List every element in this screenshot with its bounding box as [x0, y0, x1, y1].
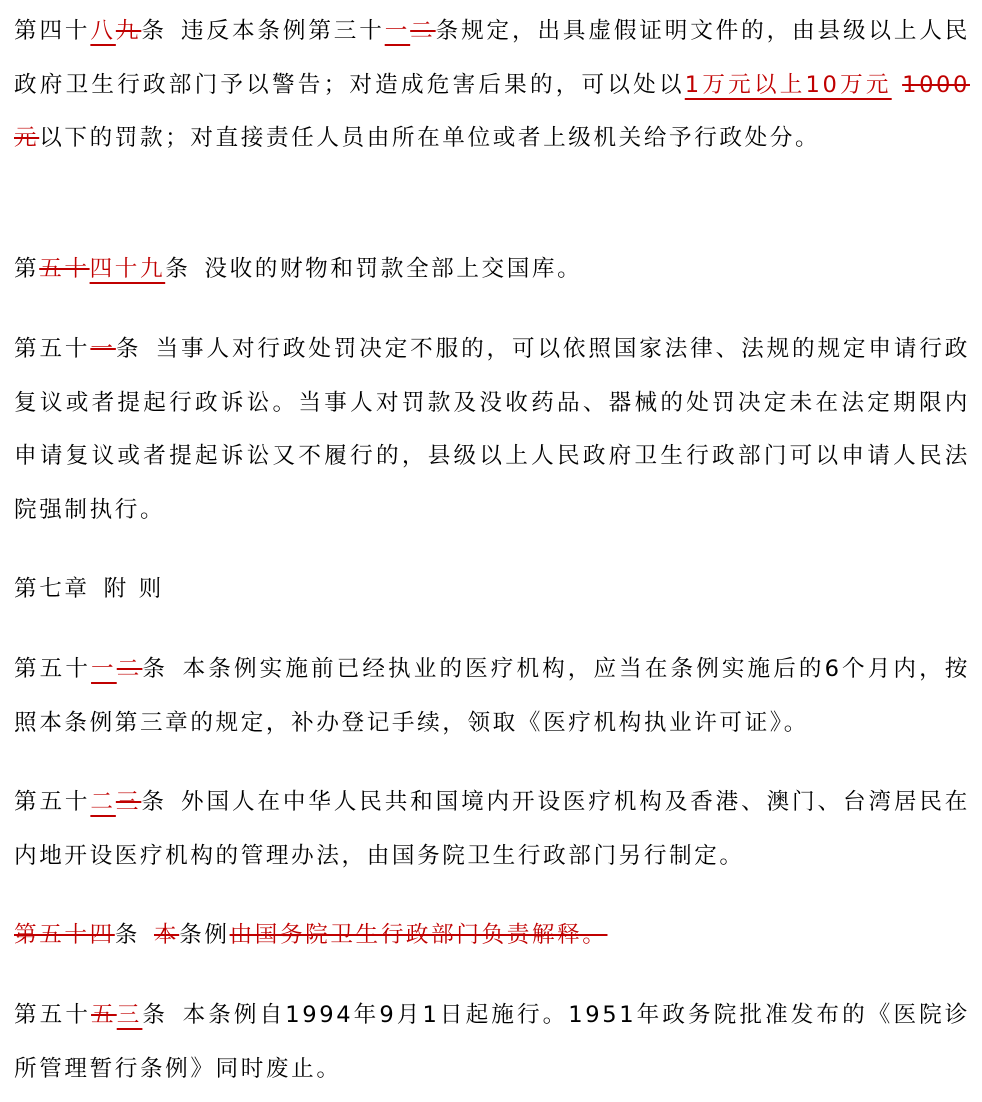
article-48-body-a: 违反本条例第三十 [180, 18, 385, 44]
inserted-number: 八 [90, 18, 116, 44]
article-suffix: 条 [141, 789, 167, 815]
deleted-number: 三 [115, 789, 142, 815]
deleted-word: 本 [153, 922, 180, 948]
article-49-prefix: 第 [14, 256, 40, 282]
article-48-body-c: 以下的罚款；对直接责任人员由所在单位或者上级机关给予行政处分。 [39, 125, 821, 151]
article-suffix: 条 [114, 922, 140, 948]
article-53 [14, 989, 970, 1096]
deleted-number: 九 [115, 18, 142, 44]
article-48-prefix: 第四十 [14, 18, 91, 44]
article-48-body-b: 条规定，出具虚假证明文件的，由县级以上人民政府卫生行政部门予以警告；对造成危害后果的，可以处以 [14, 18, 970, 98]
deleted-fine: 1000元 [14, 71, 970, 151]
deleted-reference: 二 [410, 18, 436, 44]
deleted-number: 一 [90, 336, 116, 362]
article-53-prefix: 第五十 [14, 1002, 92, 1028]
article-52 [14, 776, 970, 883]
article-51 [14, 643, 970, 750]
article-52-body: 外国人在中华人民共和国境内开设医疗机构及香港、澳门、台湾居民在内地开设医疗机构的管理办法，由国务院卫生行政部门另行制定。 [14, 789, 970, 869]
deleted-number: 五 [91, 1002, 117, 1028]
inserted-reference: 一 [384, 18, 411, 44]
inserted-fine: 1万元以上10万元 [684, 71, 892, 98]
article-suffix: 条 [142, 1002, 169, 1028]
article-54-tiaoli: 条例 [179, 922, 230, 948]
deleted-heading: 第五十四 [14, 922, 115, 948]
deleted-number: 五十 [39, 256, 90, 282]
article-49 [14, 243, 970, 297]
article-suffix: 条 [142, 656, 169, 682]
deleted-number: 二 [116, 656, 143, 682]
chapter-label: 第七章 [14, 576, 90, 602]
article-52-prefix: 第五十 [14, 789, 91, 815]
deleted-body: 由国务院卫生行政部门负责解释。 [229, 922, 608, 948]
article-53-body: 本条例自1994年9月1日起施行。1951年政务院批准发布的《医院诊所管理暂行条例》同时废止。 [14, 1002, 970, 1082]
article-50-body: 当事人对行政处罚决定不服的，可以依照国家法律、法规的规定申请行政复议或者提起行政诉讼。当事人对罚款及没收药品、器械的处罚决定未在法定期限内申请复议或者提起诉讼又不履行的，县级以上人民政府卫生行政部门可以申请人民法院强制执行。 [14, 336, 971, 523]
article-50 [14, 323, 970, 537]
article-suffix: 条 [115, 336, 142, 362]
chapter-title: 附 则 [103, 576, 164, 602]
article-51-body: 本条例实施前已经执业的医疗机构，应当在条例实施后的6个月内，按照本条例第三章的规定，补办登记手续，领取《医疗机构执业许可证》。 [14, 656, 970, 736]
article-suffix: 条 [165, 256, 191, 282]
article-51-prefix: 第五十 [14, 656, 92, 682]
inserted-number: 一 [91, 656, 117, 682]
article-suffix: 条 [141, 18, 167, 44]
inserted-number: 三 [116, 1002, 143, 1028]
article-50-prefix: 第五十 [14, 336, 91, 362]
article-49-body: 没收的财物和罚款全部上交国库。 [204, 256, 583, 282]
chapter-heading [14, 563, 970, 617]
deleted-article-54 [14, 909, 970, 963]
inserted-number: 四十九 [89, 256, 166, 282]
article-48 [14, 5, 970, 166]
inserted-number: 二 [90, 789, 116, 815]
